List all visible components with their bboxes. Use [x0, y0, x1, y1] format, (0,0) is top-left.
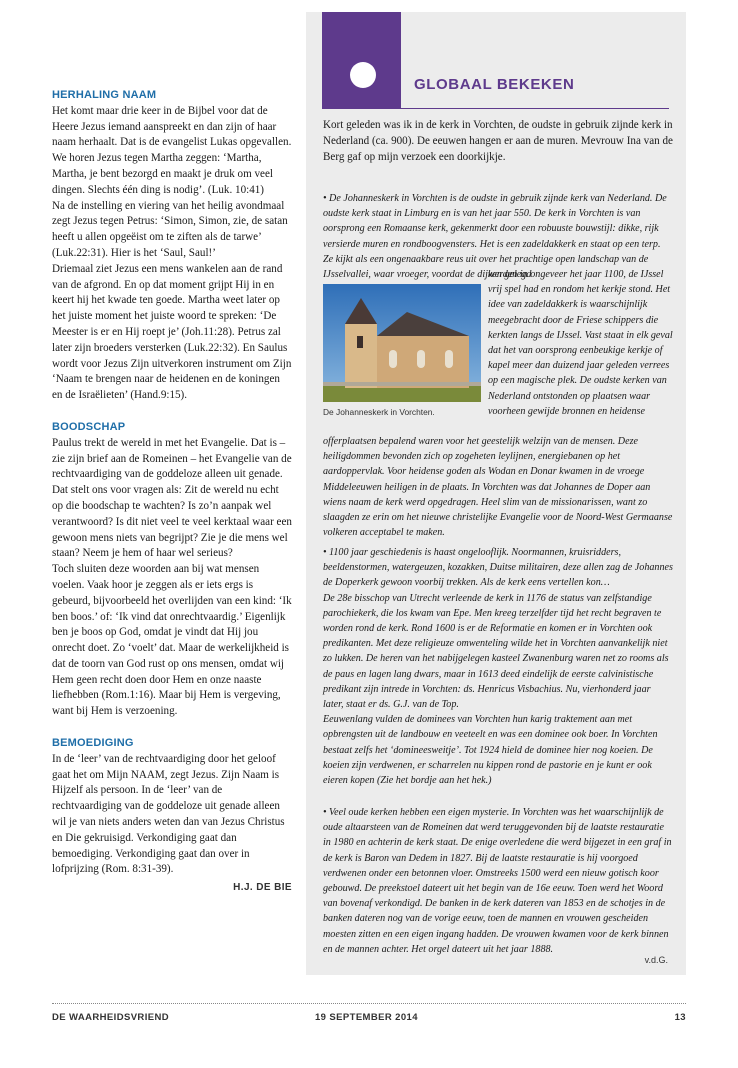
author-signature: H.J. DE BIE: [233, 882, 292, 894]
section-body: Het komt maar drie keer in de Bijbel voor dat de Heere Jezus iemand aanspreekt en dan zijn of haar naam herhaalt. Dat is de evangelist Lukas opgevallen. We horen Jezus tegen Martha zeggen: ‘Martha, Martha, je bent bezorgd en maakt je druk om veel dingen. Slechts één ding is nodig’. (Luk. 10:41) Na de instelling en viering van het heilig avondmaal zegt Jezus tegen Petrus: ‘Simon, Simon, zie, de satan heeft u allen opgeëist om te ziften als de tarwe’ (Luk.22:31). Hier is het ‘Saul, Saul!’ Driemaal ziet Jezus een mens wankelen aan de rand van de afgrond. En op dat moment grijpt Hij in en keert hij het kwade ten goede. Martha weet later op het juiste moment het juiste woord te spreken: ‘De Meester is er en Hij roept je’ (Joh.11:28). Petrus zal later zijn broeders versterken (Luk.22:32). En Saulus wordt voor Jezus Zijn uitverkoren instrument om Zijn ‘Naam te brengen naar de heidenen en de koningen en de Israëlieten’ (Hand.9:15).: [52, 104, 292, 402]
footer-divider: [52, 1003, 686, 1004]
sidebar-panel: [306, 12, 686, 975]
circle-icon: [350, 62, 376, 88]
footer-magazine: DE WAARHEIDSVRIEND: [52, 1012, 169, 1023]
bullet-paragraph: • 1100 jaar geschiedenis is haast ongelooflijk. Noormannen, kruisridders, beeldenstormen, watergeuzen, kozakken, Duitse militairen, deze allen zag de Johannes de Doperkerk gewoon voorbij trekken. Als de kerk eens vertellen kon… De 28e bisschop van Utrecht verleende de kerk in 1176 de status van zelfstandige parochiekerk, die los kwam van Epe. Men kreeg terzelfder tijd het recht begraven te worden rond de kerk. Rond 1600 is er de Reformatie en komen er in Vorchten ook predikanten. Met deze religieuze omwenteling wilde het in Vorchten aanvankelijk niet zo lukken. De heren van het nabijgelegen kasteel Zwanenburg waren net zo rooms als de paus en lagen lang dwars, maar in 1613 deed eindelijk de eerste calvinistische predikant zijn intrede in Vorchten: ds. Henricus Visbachius. Nu, vierhonderd jaar later, staat er ds. G.J. van de Top. Eeuwenlang vulden de dominees van Vorchten hun karig traktement aan met opbrengsten uit de landbouw en veeteelt en was een dominee ook boer. In Vorchten bestaat zelfs het ‘domineesweitje’. Tot 1924 hield de dominee hier nog koeien. De koeien zijn verdwenen, er scharrelen nu kippen rond de pastorie en je kunt er ook eieren kopen (Zie het bordje aan het hek.): [323, 547, 673, 787]
bullet-paragraph-continued: offerplaatsen bepalend waren voor het geestelijk welzijn van de mensen. Deze heiligdommen bevonden zich op zogeheten leylijnen, energiebanen op het aardoppervlak. Voor heidense goden als Wodan en Donar kwamen in de vroege Middeleeuwen heiligen in de plaats. In Vorchten was dat Johannes de Doper aan wiens naam de kerk werd opgedragen. Heel slim van de missionarissen, want zo slaagden ze erin om het nieuwe christelijke Evangelie voor de Noord-West Germaanse volkeren acceptabel te maken.: [323, 436, 673, 539]
section-heading: BOODSCHAP: [52, 420, 126, 433]
footer-date: 19 SEPTEMBER 2014: [315, 1012, 418, 1023]
section-body: In de ‘leer’ van de rechtvaardiging door het geloof gaat het om Mijn NAAM, zegt Jezus. Zijn Naam is Hijzelf als persoon. In de ‘leer’ van de rechtvaardiging van de goddeloze uit genade alleen wil je van niets anders weten dan van Jezus Christus en Die gekruisigd. Verkondiging gaat dan bemoediging. Verkondiging gaat dan over in lofprijzing (Rom. 8:31-39).: [52, 752, 285, 876]
panel-title: GLOBAAL BEKEKEN: [414, 76, 575, 93]
section-heading: BEMOEDIGING: [52, 737, 134, 750]
panel-header-block: [322, 12, 401, 109]
bullet-paragraph: • De Johanneskerk in Vorchten is de oudste in gebruik zijnde kerk van Nederland. De oudste kerk staat in Limburg en is van het jaar 550. De kerk in Vorchten is van oorsprong een Romaanse kerk, gekenmerkt door een robuuste bouwstijl: dikke, rijk versierde muren en rondboogvensters. Het is een zadeldakkerk en staat op een terp. Ze kijkt als een ongenaakbare reus uit over het prachtige open landschap van de IJsselvallei, waar vroeger, voordat de dijken gelegd: [323, 193, 667, 281]
panel-intro: Kort geleden was ik in de kerk in Vorchten, de oudste in gebruik zijnde kerk in Nederland (ca. 900). De eeuwen hangen er aan de muren. Mevrouw Ina van de Berg gaf op mijn verzoek een doorkijkje.: [323, 119, 673, 163]
church-photo: [323, 284, 481, 402]
bullet-paragraph-continued: werden in ongeveer het jaar 1100, de IJssel vrij spel had en rondom het kerkje stond. Het idee van zadeldakkerk is waarschijnlijk meegebracht door de Friese schippers die kerkten langs de IJssel. Vast staat in elk geval dat het van oorsprong eenbeukige kerkje of kapel meer dan duizend jaar geleden verrees op een magische plek. De oudste kerken van Nederland ontstonden op plaatsen waar voorheen gewijde bronnen en heidense: [488, 269, 673, 417]
divider: [401, 108, 669, 109]
page-number: 13: [674, 1012, 686, 1023]
photo-caption: De Johanneskerk in Vorchten.: [323, 407, 435, 417]
section-heading: HERHALING NAAM: [52, 89, 157, 101]
bullet-paragraph: • Veel oude kerken hebben een eigen mysterie. In Vorchten was het waarschijnlijk de oude altaarsteen van de Romeinen dat werd teruggevonden bij de laatste restauratie in 1980 en achterin de kerk staat. De enige overledene die werd bijgezet in een graf in de kerk is Baron van Dedem in 1827. Bij de laatste restauratie is hij voorgoed verdwenen onder een betonnen vloer. Omstreeks 1500 werd een nieuw gotisch koor gebouwd. De preekstoel dateert uit het begin van de 16e eeuw. Toen werd het Woord van bovenaf verkondigd. De banken in de kerk dateren van 1853 en de schotjes in de banken dateren nog van de vorige eeuw, toen de mannen en vrouwen gescheiden moesten zitten en een eigen ingang hadden. De vrouwen kwamen voor de kerk binnen en de mannen achter. Het orgel dateert uit het jaar 1888.: [323, 807, 672, 955]
left-column: [52, 88, 292, 896]
section-body: Paulus trekt de wereld in met het Evangelie. Dat is – zie zijn brief aan de Romeinen – het Evangelie van de rechtvaardiging van de goddeloze alleen uit genade. Dat stelt ons voor vragen als: Zit de wereld nu echt op die boodschap te wachten? Is zo’n aanpak wel verantwoord? Is dit niet veel te veel kerktaal waar een gewoon mens niets van begrijpt? Zie je die mens wel staan? Neem je hem of haar wel serieus? Toch sluiten deze woorden aan bij wat mensen voelen. Vaak hoor je zeggen als er iets ergs is gebeurd, bijvoorbeeld het overlijden van een kind: ‘Ik ben boos.’ of: ‘Ik vind dat onrechtvaardig.’ Eigenlijk ben je boos op God, omdat je vindt dat Hij jou onrecht doet. Zo ‘voelt’ dat. Maar de werkelijkheid is dat de toorn van God rust op ons mensen, omdat wij Hem geen recht doen door Hem en onze naaste liefhebben (Rom.1:16). Maar bij Hem is vergeving, want bij Hem is verzoening.: [52, 436, 292, 718]
author-initials: v.d.G.: [644, 955, 668, 965]
